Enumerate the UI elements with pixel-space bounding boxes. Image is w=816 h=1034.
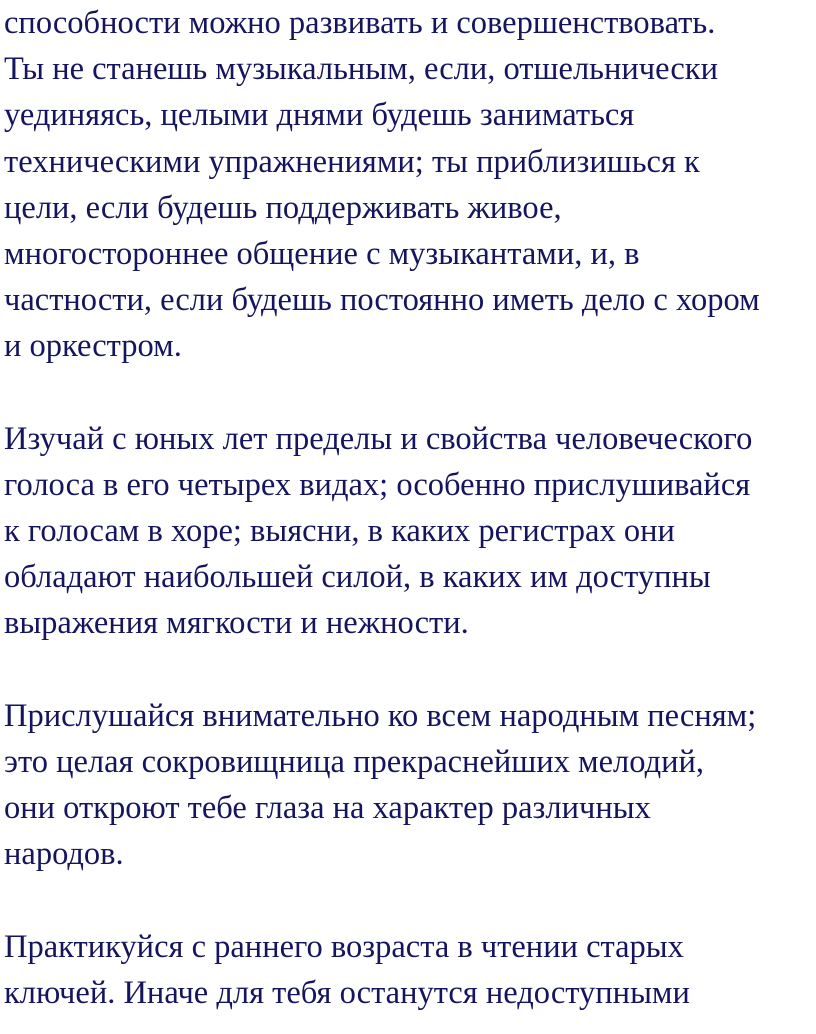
document-page	[4, 0, 816, 1016]
paragraph-1	[4, 0, 816, 370]
text-line: Ты не станешь музыкальным, если, отшельнически	[4, 51, 718, 88]
text-line: выражения мягкости и нежности.	[4, 605, 469, 642]
text-line: ключей. Иначе для тебя останутся недоступными	[4, 974, 690, 1011]
text-line: и оркестром.	[4, 328, 182, 365]
text-line: народов.	[4, 836, 124, 873]
text-line: они откроют тебе глаза на характер различных	[4, 790, 651, 827]
paragraph-gap	[4, 647, 816, 693]
text-line: голоса в его четырех видах; особенно прислушивайся	[4, 466, 751, 503]
text-line: это целая сокровищница прекраснейших мелодий,	[4, 744, 705, 780]
text-line: техническими упражнениями; ты приблизишься к	[4, 143, 700, 180]
text-line: способности можно развивать и совершенствовать.	[4, 5, 716, 41]
text-line: частности, если будешь постоянно иметь дело с хором	[4, 282, 760, 319]
paragraph-3	[4, 693, 816, 878]
text-line: к голосам в хоре; выясни, в каких регистрах они	[4, 513, 675, 550]
text-line: цели, если будешь поддерживать живое,	[4, 189, 562, 226]
text-line: уединяясь, целыми днями будешь заниматься	[4, 97, 635, 134]
text-line: обладают наибольшей силой, в каких им доступны	[4, 559, 711, 596]
text-line: Практикуйся с раннего возраста в чтении старых	[4, 928, 684, 965]
paragraph-gap	[4, 370, 816, 416]
paragraph-gap	[4, 878, 816, 924]
text-line: Изучай с юных лет пределы и свойства человеческого	[4, 420, 753, 457]
paragraph-4	[4, 924, 816, 1016]
text-line: Прислушайся внимательно ко всем народным песням;	[4, 697, 757, 734]
text-line: многостороннее общение с музыкантами, и, в	[4, 235, 640, 272]
paragraph-2	[4, 416, 816, 647]
